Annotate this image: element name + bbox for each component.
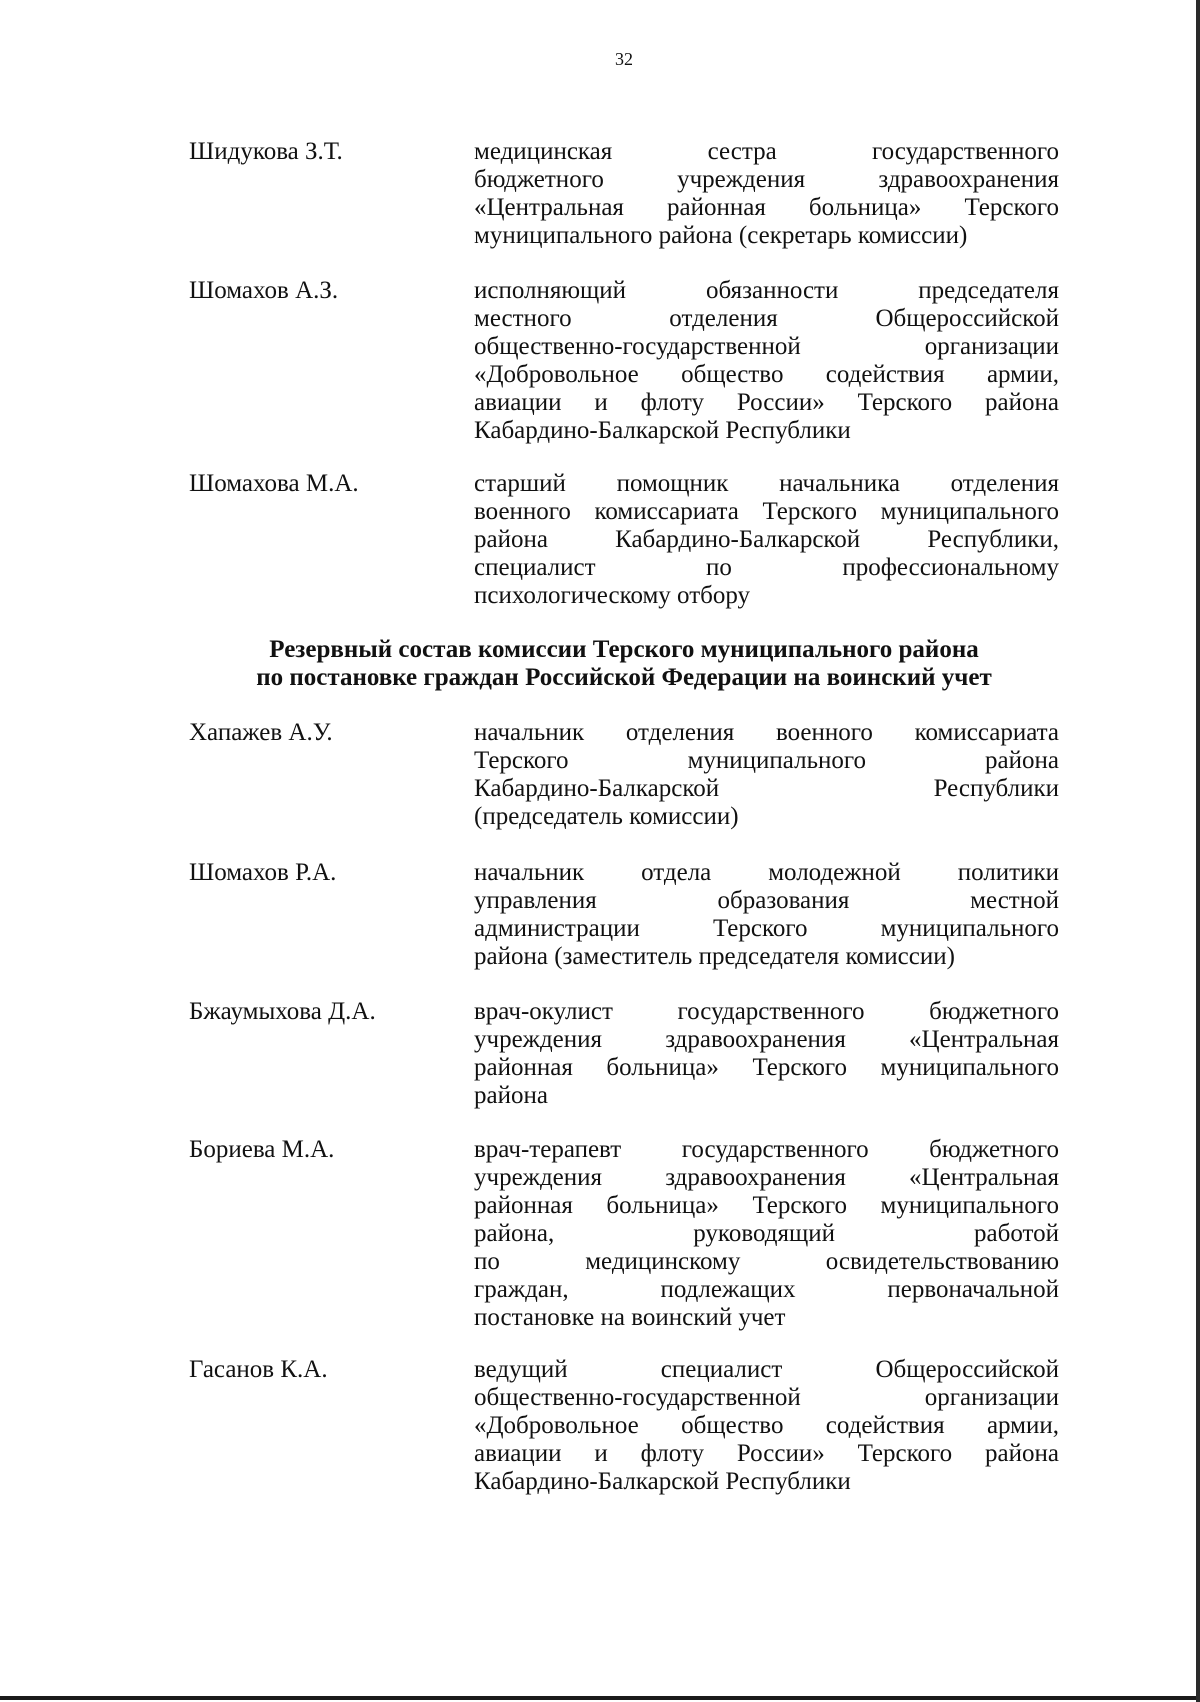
role-line	[474, 417, 1059, 445]
role-line	[474, 1440, 1059, 1468]
role-word: общество	[681, 1412, 784, 1439]
role-text: психологическому отбору	[474, 582, 751, 609]
role-line	[474, 1276, 1059, 1304]
role-word: медицинскому	[585, 1248, 741, 1275]
role-word: бюджетного	[929, 1136, 1059, 1163]
role-word: России»	[736, 389, 825, 416]
role-word: Общероссийской	[875, 305, 1059, 332]
role-word: районная	[474, 1054, 573, 1081]
role-line	[474, 1192, 1059, 1220]
role-text: Кабардино-Балкарской Республики	[474, 417, 851, 444]
reserve-section-heading	[189, 636, 1059, 692]
role-line	[474, 1356, 1059, 1384]
role-word: общественно-государственной	[474, 333, 801, 360]
member-name: Шомахов Р.А.	[189, 859, 337, 886]
role-line	[474, 333, 1059, 361]
role-word: «Добровольное	[474, 1412, 639, 1439]
role-word: комиссариата	[594, 498, 739, 525]
role-word: военного	[775, 719, 873, 746]
role-word: района	[985, 747, 1059, 774]
role-word: учреждения	[677, 166, 806, 193]
role-word: «Центральная	[909, 1164, 1059, 1191]
role-word: здравоохранения	[878, 166, 1059, 193]
role-line	[474, 747, 1059, 775]
role-line	[474, 1220, 1059, 1248]
role-word: Кабардино-Балкарской	[474, 775, 720, 802]
role-word: района	[985, 389, 1059, 416]
member-name: Шомахов А.З.	[189, 277, 339, 304]
role-text: Кабардино-Балкарской Республики	[474, 1468, 851, 1495]
role-line	[474, 166, 1059, 194]
role-word: района	[985, 1440, 1059, 1467]
role-word: профессиональному	[842, 554, 1059, 581]
role-line	[474, 470, 1059, 498]
member-name: Шидукова З.Т.	[189, 138, 343, 165]
role-word: здравоохранения	[665, 1164, 846, 1191]
member-role	[474, 998, 1059, 1110]
role-word: Терского	[964, 194, 1059, 221]
role-word: по	[705, 554, 732, 581]
role-word: отделения	[950, 470, 1059, 497]
role-text: муниципального района (секретарь комиссии)	[474, 222, 968, 249]
role-line	[474, 859, 1059, 887]
member-role	[474, 470, 1059, 610]
member-name: Шомахова М.А.	[189, 470, 359, 497]
role-line	[474, 526, 1059, 554]
role-word: авиации	[474, 389, 562, 416]
role-line	[474, 222, 1059, 250]
member-name: Гасанов К.А.	[189, 1356, 328, 1383]
role-word: Терского	[752, 1192, 847, 1219]
role-word: обязанности	[706, 277, 839, 304]
role-line	[474, 582, 1059, 610]
role-word: подлежащих	[660, 1276, 796, 1303]
role-word: авиации	[474, 1440, 562, 1467]
role-word: отделения	[669, 305, 778, 332]
role-line	[474, 775, 1059, 803]
role-word: «Добровольное	[474, 361, 639, 388]
role-word: Республики	[933, 775, 1059, 802]
role-word: работой	[974, 1220, 1059, 1247]
role-word: России»	[736, 1440, 825, 1467]
role-word: больница»	[606, 1054, 719, 1081]
role-word: по	[474, 1248, 500, 1275]
role-word: Терского	[752, 1054, 847, 1081]
role-line	[474, 277, 1059, 305]
role-line	[474, 498, 1059, 526]
reserve-heading-line-1: Резервный состав комиссии Терского муниципального района	[269, 636, 979, 663]
member-role	[474, 719, 1059, 831]
role-word: Терского	[474, 747, 569, 774]
role-word: Республики,	[927, 526, 1059, 553]
role-word: муниципального	[880, 498, 1059, 525]
role-word: района	[474, 526, 548, 553]
role-line	[474, 1026, 1059, 1054]
role-word: флоту	[640, 389, 704, 416]
role-word: общество	[681, 361, 784, 388]
role-word: специалист	[474, 554, 596, 581]
member-name: Бжаумыхова Д.А.	[189, 998, 376, 1025]
role-word: муниципального	[880, 915, 1059, 942]
reserve-heading-line-2: по постановке граждан Российской Федерации на воинский учет	[256, 664, 992, 691]
role-word: больница»	[808, 194, 922, 221]
role-line	[474, 887, 1059, 915]
scan-border-right	[1196, 0, 1200, 1702]
role-line	[474, 1054, 1059, 1082]
member-role	[474, 859, 1059, 971]
role-word: начальника	[779, 470, 900, 497]
member-name: Бориева М.А.	[189, 1136, 335, 1163]
role-word: армии,	[986, 1412, 1059, 1439]
role-line	[474, 1248, 1059, 1276]
role-word: отдела	[641, 859, 712, 886]
role-word: исполняющий	[474, 277, 627, 304]
role-word: руководящий	[693, 1220, 835, 1247]
role-word: освидетельствованию	[825, 1248, 1059, 1275]
role-word: Терского	[712, 915, 808, 942]
role-word: Терского	[857, 389, 953, 416]
member-role	[474, 1356, 1059, 1496]
role-word: «Центральная	[909, 1026, 1059, 1053]
role-word: здравоохранения	[665, 1026, 846, 1053]
role-word: граждан,	[474, 1276, 569, 1303]
role-word: начальник	[474, 719, 585, 746]
role-word: муниципального	[687, 747, 866, 774]
role-word: молодежной	[768, 859, 901, 886]
role-word: «Центральная	[474, 194, 624, 221]
role-word: образования	[717, 887, 850, 914]
role-line	[474, 1468, 1059, 1496]
role-line	[474, 1384, 1059, 1412]
role-line	[474, 389, 1059, 417]
role-word: государственного	[872, 138, 1059, 165]
role-word: местного	[474, 305, 572, 332]
role-word: района,	[474, 1220, 555, 1247]
role-word: Терского	[857, 1440, 953, 1467]
member-role	[474, 277, 1059, 445]
role-line	[474, 194, 1059, 222]
role-word: специалист	[660, 1356, 783, 1383]
scan-border-bottom	[0, 1696, 1200, 1700]
member-role	[474, 1136, 1059, 1332]
role-line	[474, 361, 1059, 389]
role-word: Кабардино-Балкарской	[615, 526, 861, 553]
role-word: содействия	[825, 361, 945, 388]
role-line	[474, 943, 1059, 971]
role-line	[474, 305, 1059, 333]
role-word: управления	[474, 887, 597, 914]
role-line	[474, 719, 1059, 747]
role-line	[474, 554, 1059, 582]
role-text: района	[474, 1082, 548, 1109]
role-word: государственного	[677, 998, 865, 1025]
role-line	[474, 1164, 1059, 1192]
role-line	[474, 138, 1059, 166]
role-word: Общероссийской	[875, 1356, 1059, 1383]
role-word: первоначальной	[887, 1276, 1059, 1303]
role-word: больница»	[606, 1192, 719, 1219]
role-text: (председатель комиссии)	[474, 803, 739, 830]
role-word: районная	[474, 1192, 573, 1219]
role-word: врач-терапевт	[474, 1136, 622, 1163]
role-word: организации	[924, 1384, 1059, 1411]
role-word: военного	[474, 498, 571, 525]
role-word: государственного	[681, 1136, 869, 1163]
role-text: района (заместитель председателя комиссии)	[474, 943, 955, 970]
role-word: администрации	[474, 915, 640, 942]
role-word: районная	[667, 194, 766, 221]
role-word: учреждения	[474, 1026, 603, 1053]
role-word: председателя	[918, 277, 1059, 304]
page-number: 32	[615, 49, 633, 69]
role-word: содействия	[825, 1412, 945, 1439]
role-line	[474, 1412, 1059, 1440]
role-word: отделения	[625, 719, 735, 746]
role-line	[474, 1136, 1059, 1164]
role-word: общественно-государственной	[474, 1384, 801, 1411]
role-word: бюджетного	[474, 166, 604, 193]
role-word: медицинская	[474, 138, 613, 165]
role-word: Терского	[762, 498, 857, 525]
role-word: политики	[957, 859, 1059, 886]
role-word: местной	[970, 887, 1059, 914]
role-word: помощник	[616, 470, 729, 497]
role-word: бюджетного	[929, 998, 1059, 1025]
member-name: Хапажев А.У.	[189, 719, 333, 746]
role-word: старший	[474, 470, 566, 497]
role-word: ведущий	[474, 1356, 568, 1383]
role-word: флоту	[640, 1440, 704, 1467]
role-word: начальник	[474, 859, 585, 886]
role-word: муниципального	[880, 1054, 1059, 1081]
role-line	[474, 803, 1059, 831]
role-line	[474, 998, 1059, 1026]
role-line	[474, 1304, 1059, 1332]
role-line	[474, 1082, 1059, 1110]
role-word: армии,	[986, 361, 1059, 388]
role-word: учреждения	[474, 1164, 603, 1191]
role-word: сестра	[707, 138, 777, 165]
role-line	[474, 915, 1059, 943]
role-word: комиссариата	[914, 719, 1059, 746]
member-role	[474, 138, 1059, 250]
role-word: и	[594, 389, 608, 416]
role-word: муниципального	[880, 1192, 1059, 1219]
role-word: и	[594, 1440, 608, 1467]
role-word: врач-окулист	[474, 998, 613, 1025]
role-text: постановке на воинский учет	[474, 1304, 786, 1331]
role-word: организации	[924, 333, 1059, 360]
